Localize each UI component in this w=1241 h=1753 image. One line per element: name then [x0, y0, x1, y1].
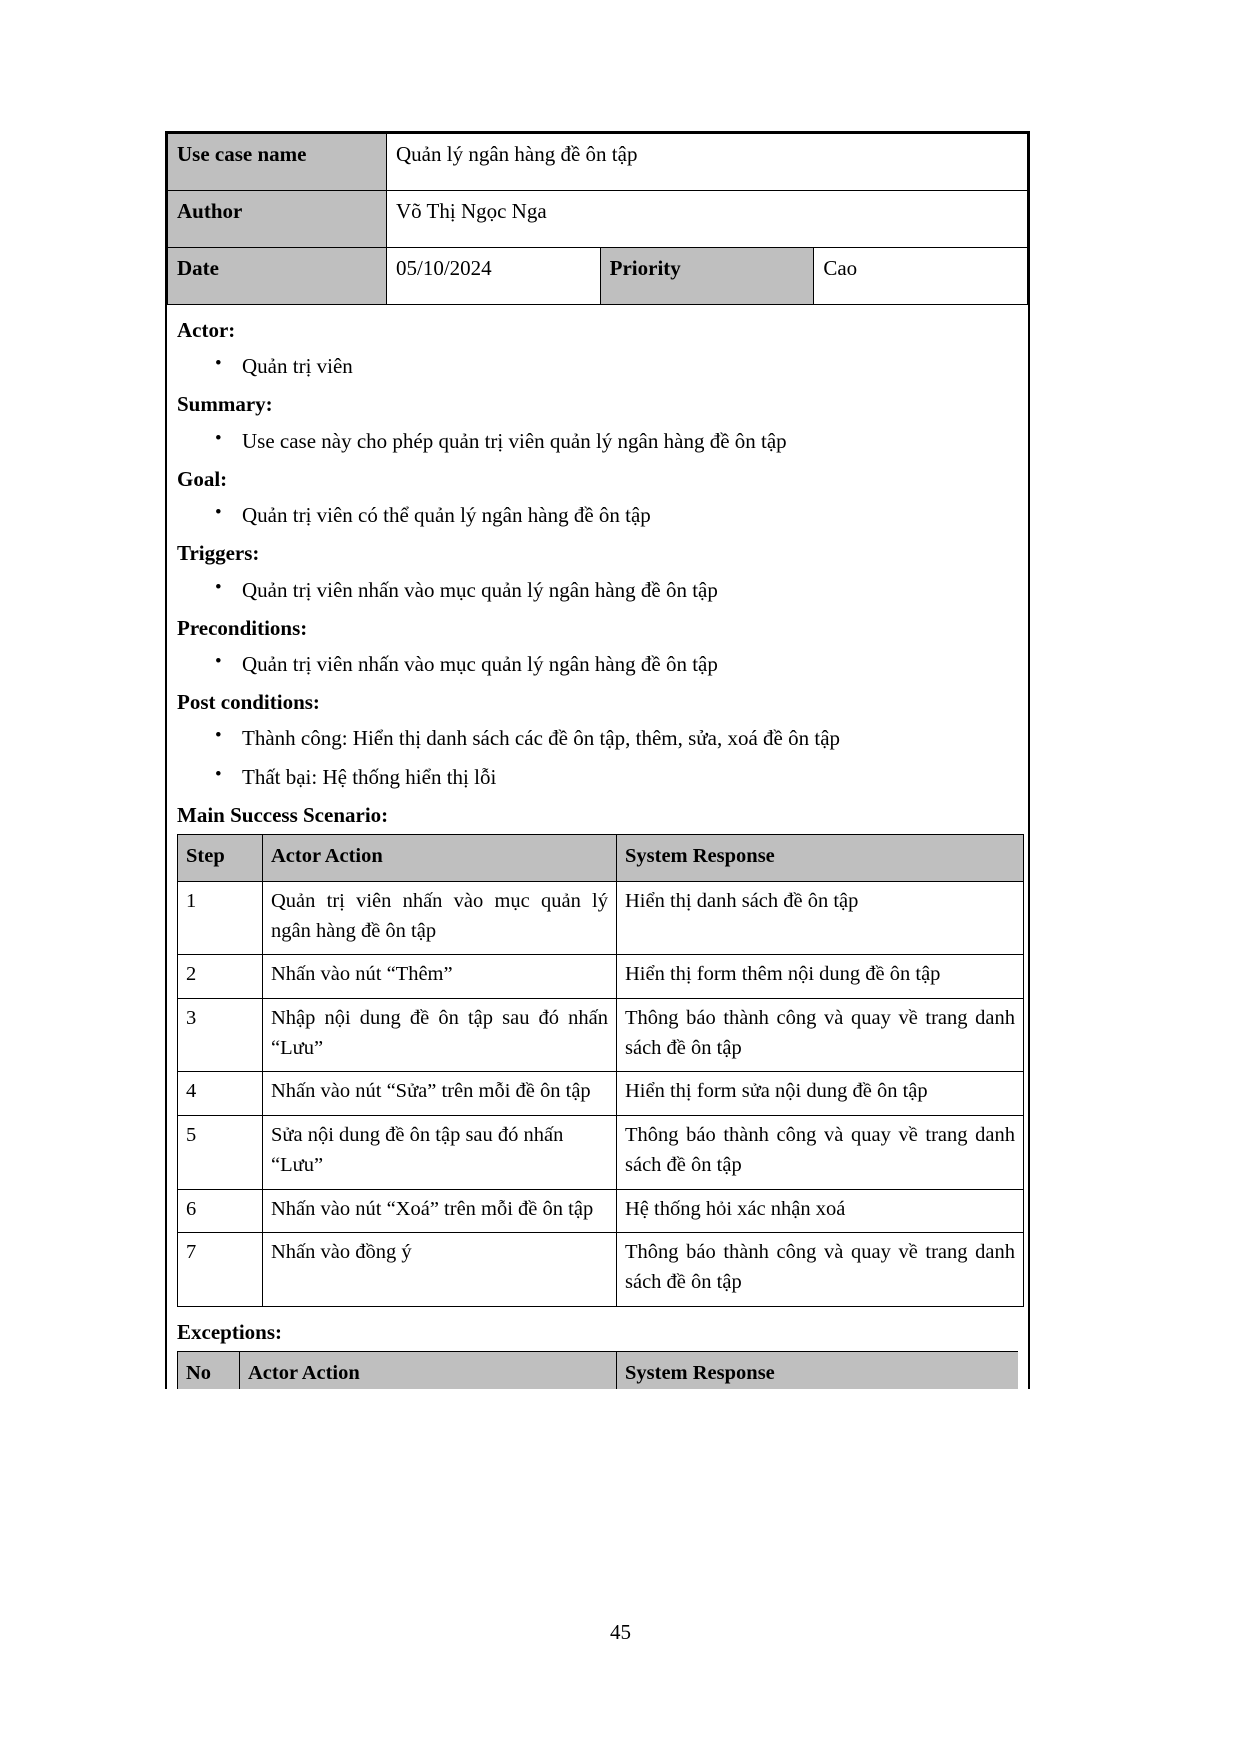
author-value: Võ Thị Ngọc Nga: [387, 191, 1028, 248]
cell-actor-action: Nhấn vào đồng ý: [263, 1233, 617, 1306]
cell-system-response: Thông báo thành công và quay về trang danh sách đề ôn tập: [617, 1233, 1024, 1306]
priority-value: Cao: [814, 248, 1028, 305]
summary-heading: Summary:: [177, 392, 273, 417]
use-case-meta-table: [167, 133, 1028, 305]
date-value: 05/10/2024: [387, 248, 601, 305]
table-row: [178, 998, 1024, 1071]
cell-system-response: Hiển thị form sửa nội dung đề ôn tập: [617, 1072, 1024, 1116]
exceptions-heading: Exceptions:: [177, 1319, 282, 1344]
cell-step: 2: [178, 955, 263, 999]
main-success-scenario-heading: Main Success Scenario:: [177, 802, 389, 827]
triggers-heading: Triggers:: [177, 541, 260, 566]
column-header-system-response: System Response: [617, 1351, 1019, 1389]
list-item: • Quản trị viên có thể quản lý ngân hàng đề ôn tập: [167, 502, 1028, 528]
use-case-block: [165, 131, 1030, 1389]
author-label: Author: [168, 191, 387, 248]
cell-system-response: Hệ thống hỏi xác nhận xoá: [617, 1189, 1024, 1233]
table-header-row: [178, 835, 1024, 882]
cell-system-response: Thông báo thành công và quay về trang danh sách đề ôn tập: [617, 998, 1024, 1071]
goal-heading: Goal:: [177, 466, 228, 491]
table-header-row: [178, 1351, 1019, 1389]
table-row: [178, 955, 1024, 999]
actor-heading: Actor:: [177, 318, 236, 342]
exceptions-table: [177, 1351, 1018, 1389]
list-item: • Thất bại: Hệ thống hiển thị lỗi: [167, 764, 1028, 790]
post-conditions-list: [167, 725, 1028, 790]
summary-list: [167, 428, 1028, 454]
table-row: [178, 1072, 1024, 1116]
cell-step: 5: [178, 1116, 263, 1189]
date-label: Date: [168, 248, 387, 305]
cell-actor-action: Sửa nội dung đề ôn tập sau đó nhấn “Lưu”: [263, 1116, 617, 1189]
table-row: [168, 191, 1028, 248]
cell-step: 6: [178, 1189, 263, 1233]
cell-system-response: Thông báo thành công và quay về trang danh sách đề ôn tập: [617, 1116, 1024, 1189]
page-number: 45: [610, 1620, 631, 1644]
list-item: • Quản trị viên nhấn vào mục quản lý ngân hàng đề ôn tập: [167, 577, 1028, 603]
actor-list: [167, 353, 1028, 379]
cell-actor-action: Quản trị viên nhấn vào mục quản lý ngân hàng đề ôn tập: [263, 881, 617, 954]
list-item: • Quản trị viên nhấn vào mục quản lý ngân hàng đề ôn tập: [167, 651, 1028, 677]
list-item: • Quản trị viên: [167, 353, 1028, 379]
column-header-actor-action: Actor Action: [263, 835, 617, 882]
preconditions-heading: Preconditions:: [177, 615, 308, 640]
cell-system-response: Hiển thị danh sách đề ôn tập: [617, 881, 1024, 954]
main-success-scenario-table-wrap: [177, 834, 1018, 1307]
list-item: • Thành công: Hiển thị danh sách các đề ôn tập, thêm, sửa, xoá đề ôn tập: [167, 725, 1028, 751]
main-success-scenario-table: [177, 834, 1024, 1307]
column-header-system-response: System Response: [617, 835, 1024, 882]
cell-step: 4: [178, 1072, 263, 1116]
post-conditions-heading: Post conditions:: [177, 690, 320, 715]
use-case-name-label: Use case name: [168, 134, 387, 191]
goal-list: [167, 502, 1028, 528]
use-case-body: [167, 318, 1028, 1389]
cell-actor-action: Nhấn vào nút “Thêm”: [263, 955, 617, 999]
column-header-step: Step: [178, 835, 263, 882]
table-row: [178, 1116, 1024, 1189]
table-row: [168, 134, 1028, 191]
list-item: • Use case này cho phép quản trị viên quản lý ngân hàng đề ôn tập: [167, 428, 1028, 454]
table-row: [168, 248, 1028, 305]
cell-step: 7: [178, 1233, 263, 1306]
cell-actor-action: Nhấn vào nút “Sửa” trên mỗi đề ôn tập: [263, 1072, 617, 1116]
cell-step: 1: [178, 881, 263, 954]
table-row: [178, 1233, 1024, 1306]
column-header-actor-action: Actor Action: [240, 1351, 617, 1389]
triggers-list: [167, 577, 1028, 603]
cell-actor-action: Nhập nội dung đề ôn tập sau đó nhấn “Lưu”: [263, 998, 617, 1071]
cell-system-response: Hiển thị form thêm nội dung đề ôn tập: [617, 955, 1024, 999]
exceptions-table-wrap: [177, 1351, 1018, 1389]
cell-actor-action: Nhấn vào nút “Xoá” trên mỗi đề ôn tập: [263, 1189, 617, 1233]
column-header-no: No: [178, 1351, 240, 1389]
table-row: [178, 881, 1024, 954]
preconditions-list: [167, 651, 1028, 677]
use-case-name-value: Quản lý ngân hàng đề ôn tập: [387, 134, 1028, 191]
cell-step: 3: [178, 998, 263, 1071]
table-row: [178, 1189, 1024, 1233]
priority-label: Priority: [600, 248, 814, 305]
